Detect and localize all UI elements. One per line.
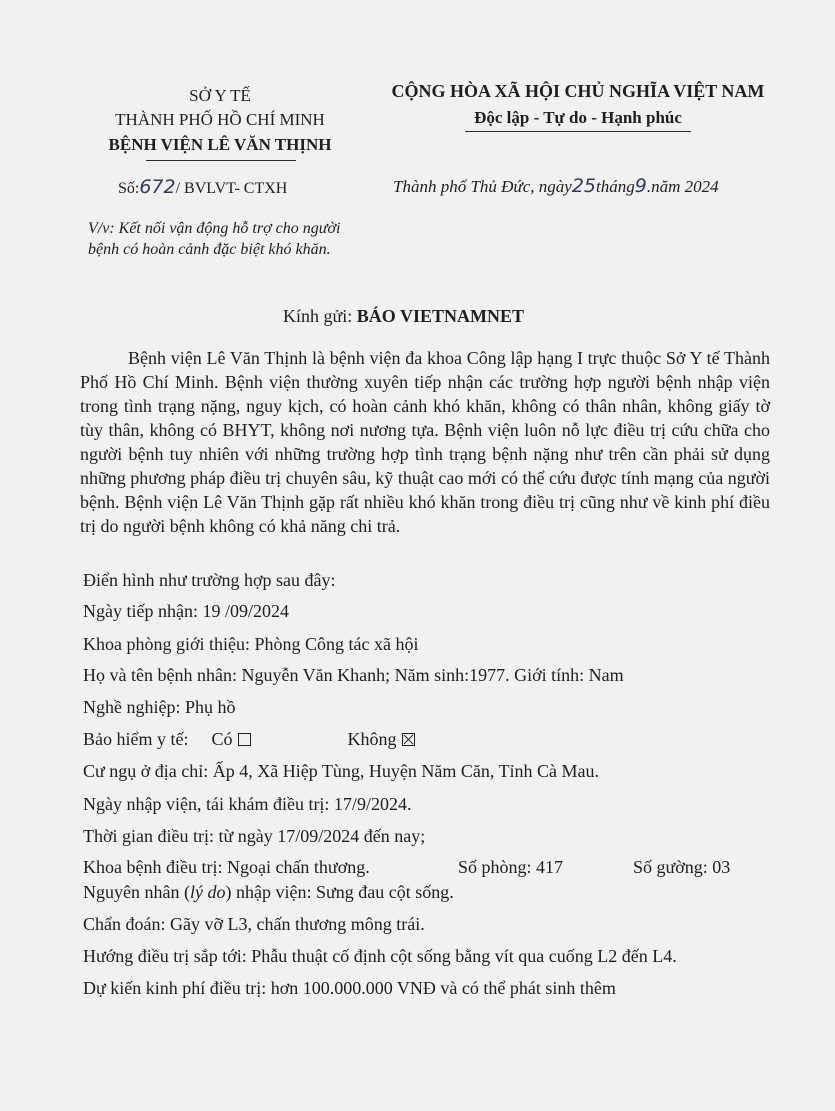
- doc-number-handwritten: 672: [139, 176, 176, 198]
- motto: Độc lập - Tự do - Hạnh phúc: [474, 108, 682, 127]
- date-month: 9: [634, 175, 647, 197]
- subject-line-2: bệnh có hoàn cảnh đặc biệt khó khăn.: [88, 241, 331, 258]
- recipient-label: Kính gửi:: [283, 306, 353, 326]
- insurance-no-label: Không: [347, 729, 397, 749]
- admission-cause: [83, 882, 454, 903]
- date-line: [393, 175, 719, 197]
- date-place: Thành phố Thủ Đức, ngày: [393, 177, 572, 196]
- referral-department: Khoa phòng giới thiệu: Phòng Công tác xã hội: [83, 634, 419, 654]
- doc-number: [118, 176, 287, 198]
- city-line: THÀNH PHỐ HỒ CHÍ MINH: [115, 110, 325, 129]
- hospital-name: BỆNH VIỆN LÊ VĂN THỊNH: [108, 135, 332, 154]
- address: Cư ngụ ở địa chỉ: Ấp 4, Xã Hiệp Tùng, Huyện Năm Căn, Tỉnh Cà Mau.: [83, 761, 600, 781]
- cause-italic: lý do: [189, 882, 226, 902]
- insurance-yes-checkbox: [238, 733, 251, 746]
- subject-line-1: V/v: Kết nối vận động hỗ trợ cho người: [88, 220, 341, 237]
- department-row: [83, 857, 370, 878]
- room-number: Số phòng: 417: [458, 857, 564, 877]
- patient-info: Họ và tên bệnh nhân: Nguyễn Văn Khanh; Năm sinh:1977. Giới tính: Nam: [83, 665, 624, 685]
- hospital-underline: [146, 160, 296, 161]
- treating-department: Khoa bệnh điều trị: Ngoại chấn thương.: [83, 857, 370, 877]
- date-year: .năm 2024: [646, 177, 719, 196]
- cause-suffix: ) nhập viện: Sưng đau cột sống.: [225, 882, 454, 902]
- recipient-name: BÁO VIETNAMNET: [356, 306, 524, 326]
- occupation: Nghề nghiệp: Phụ hồ: [83, 697, 236, 717]
- doc-number-prefix: Số:: [118, 180, 140, 197]
- treatment-plan: Hướng điều trị sắp tới: Phẫu thuật cố định cột sống bằng vít qua cuống L2 đến L4.: [83, 946, 677, 966]
- cause-prefix: Nguyên nhân (: [83, 882, 190, 902]
- admission-date: Ngày nhập viện, tái khám điều trị: 17/9/2024.: [83, 794, 412, 814]
- date-month-label: tháng: [596, 177, 635, 196]
- body-paragraph: Bệnh viện Lê Văn Thịnh là bệnh viện đa khoa Công lập hạng I trực thuộc Sở Y tế Thành Phố Hồ Chí Minh. Bệnh viện thường xuyên tiếp nhận các trường hợp người bệnh nhập viện trong tình trạng nặng, nguy kịch, có hoàn cảnh khó khăn, không có thân nhân, không giấy tờ tùy thân, không có BHYT, không nơi nương tựa. Bệnh viện luôn nỗ lực điều trị cứu chữa cho người bệnh tuy nhiên với những trường hợp tình trạng bệnh nặng như trên cần phải sử dụng những phương pháp điều trị chuyên sâu, kỹ thuật cao mới có thể cứu được tính mạng của người bệnh. Bệnh viện Lê Văn Thịnh gặp rất nhiều khó khăn trong điều trị cũng như về kinh phí điều trị do người bệnh không có khả năng chi trả.: [80, 348, 770, 536]
- bed-number: Số gường: 03: [633, 857, 731, 877]
- date-day: 25: [571, 175, 596, 197]
- treatment-period: Thời gian điều trị: từ ngày 17/09/2024 đến nay;: [83, 826, 426, 846]
- received-date: Ngày tiếp nhận: 19 /09/2024: [83, 601, 289, 621]
- diagnosis: Chẩn đoán: Gãy vỡ L3, chấn thương mông trái.: [83, 914, 425, 934]
- case-intro: Điển hình như trường hợp sau đây:: [83, 570, 336, 590]
- motto-underline: [465, 131, 691, 132]
- estimated-cost: Dự kiến kinh phí điều trị: hơn 100.000.000 VNĐ và có thể phát sinh thêm: [83, 978, 616, 998]
- country-title: CỘNG HÒA XÃ HỘI CHỦ NGHĨA VIỆT NAM: [391, 81, 765, 101]
- insurance-label: Bảo hiểm y tế:: [83, 729, 189, 749]
- ministry-line: SỞ Y TẾ: [189, 86, 251, 105]
- doc-number-suffix: / BVLVT- CTXH: [175, 180, 288, 197]
- insurance-row: [83, 729, 415, 750]
- insurance-no-checkbox: [402, 733, 415, 746]
- insurance-yes-label: Có: [211, 729, 233, 749]
- recipient: [283, 306, 524, 327]
